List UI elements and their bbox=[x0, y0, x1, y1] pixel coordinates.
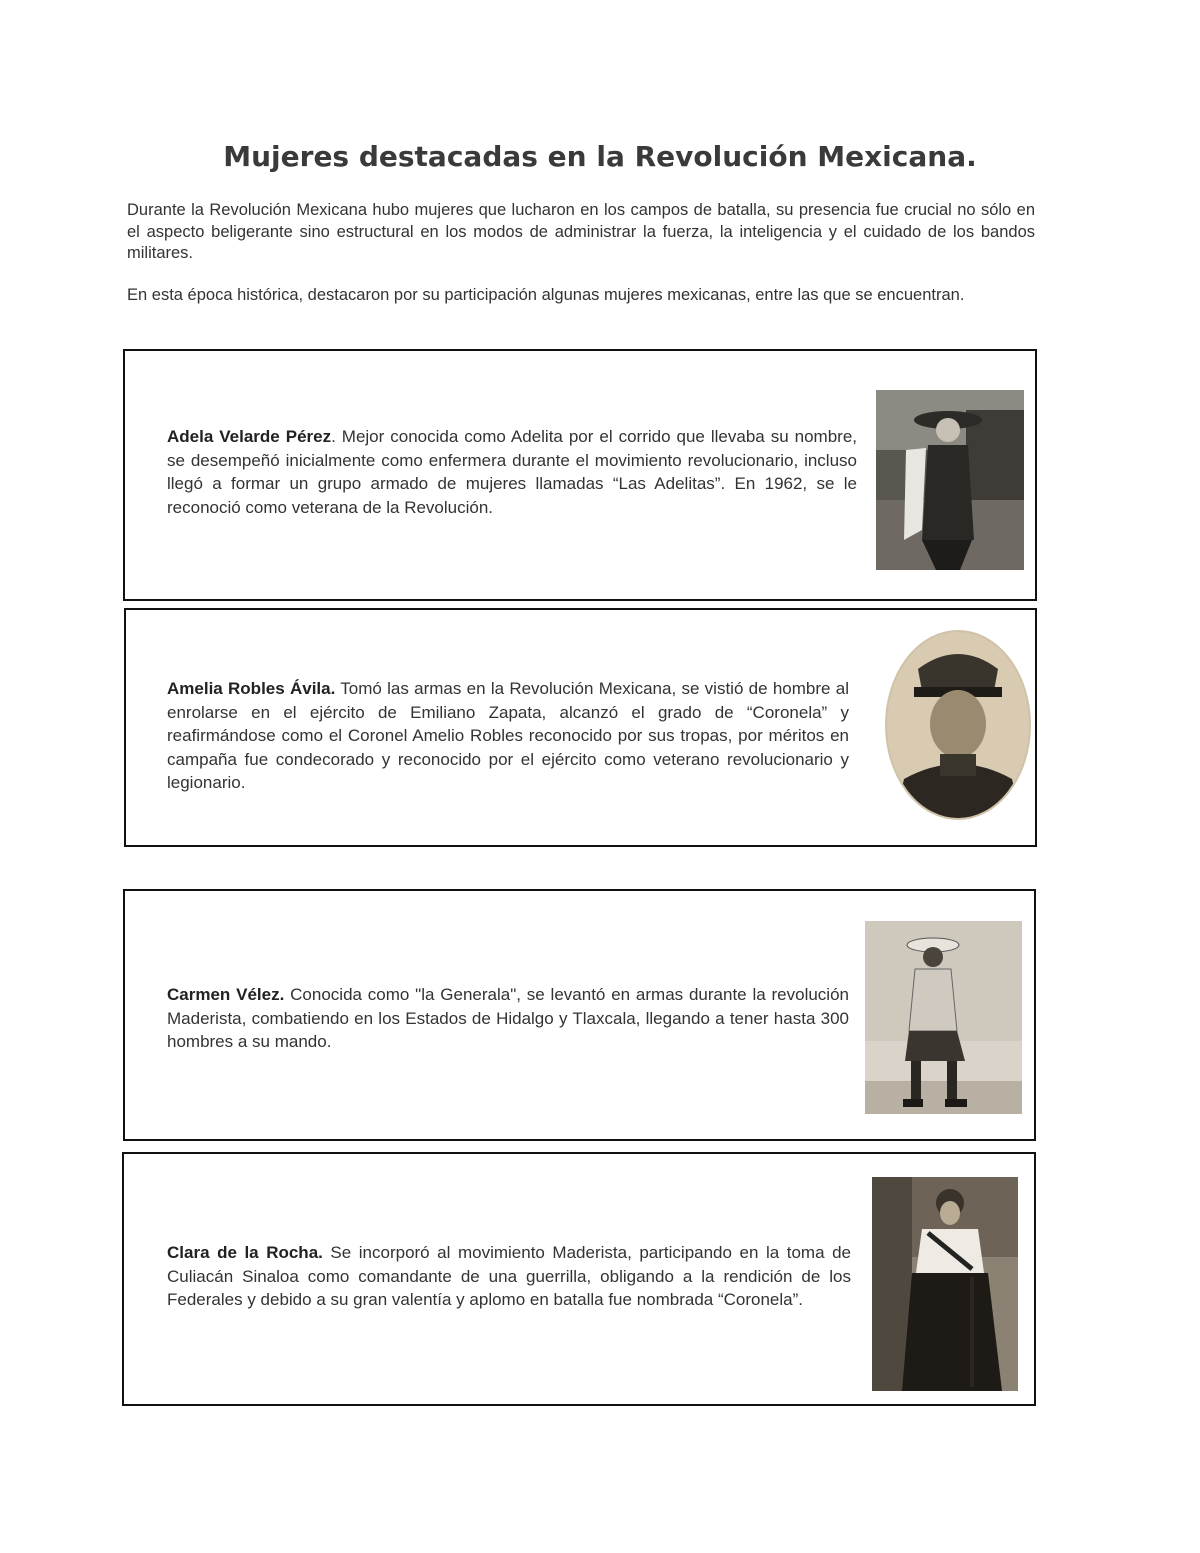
woman-name: Clara de la Rocha. bbox=[167, 1243, 323, 1262]
portrait-photo-icon bbox=[876, 390, 1024, 570]
woman-bio: Tomó las armas en la Revolución Mexicana, se vistió de hombre al enrolarse en el ejército de Emiliano Zapata, alcanzó el grado de “Coronela” y reafirmándose como el Coronel Amelio Robles reconocido por sus tropas, por méritos en campaña fue condecorado y reconocido por el ejército como veterano revolucionario y legionario. bbox=[167, 679, 849, 792]
woman-card bbox=[123, 349, 1037, 601]
page-title: Mujeres destacadas en la Revolución Mexicana. bbox=[223, 140, 977, 173]
woman-name: Carmen Vélez. bbox=[167, 985, 285, 1004]
woman-description bbox=[167, 1241, 851, 1312]
portrait-photo-icon bbox=[872, 1177, 1018, 1391]
woman-description bbox=[167, 677, 849, 795]
portrait-photo-icon bbox=[884, 629, 1032, 821]
woman-name: Adela Velarde Pérez bbox=[167, 427, 332, 446]
intro-paragraph: En esta época histórica, destacaron por su participación algunas mujeres mexicanas, entre las que se encuentran. bbox=[127, 286, 965, 304]
woman-description bbox=[167, 425, 857, 519]
intro-paragraph: Durante la Revolución Mexicana hubo mujeres que lucharon en los campos de batalla, su presencia fue crucial no sólo en el aspecto beligerante sino estructural en los modos de administrar la fuerza, la inteligencia y el cuidado de los bandos militares. bbox=[127, 201, 1035, 262]
woman-description bbox=[167, 983, 849, 1054]
woman-bio: Conocida como "la Generala", se levantó en armas durante la revolución Maderista, combatiendo en los Estados de Hidalgo y Tlaxcala, llegando a tener hasta 300 hombres a su mando. bbox=[167, 985, 849, 1051]
woman-name: Amelia Robles Ávila. bbox=[167, 679, 336, 698]
woman-bio: Se incorporó al movimiento Maderista, participando en la toma de Culiacán Sinaloa como comandante de una guerrilla, obligando a la rendición de los Federales y debido a su gran valentía y aplomo en batalla fue nombrada “Coronela”. bbox=[167, 1243, 852, 1309]
woman-bio: . Mejor conocida como Adelita por el corrido que llevaba su nombre, se desempeñó inicialmente como enfermera durante el movimiento revolucionario, incluso llegó a formar un grupo armado de mujeres llamadas “Las Adelitas”. En 1962, se le reconoció como veterana de la Revolución. bbox=[167, 427, 857, 517]
portrait-photo-icon bbox=[865, 921, 1022, 1114]
woman-card bbox=[123, 889, 1036, 1141]
woman-card bbox=[122, 1152, 1036, 1406]
woman-card bbox=[124, 608, 1037, 847]
